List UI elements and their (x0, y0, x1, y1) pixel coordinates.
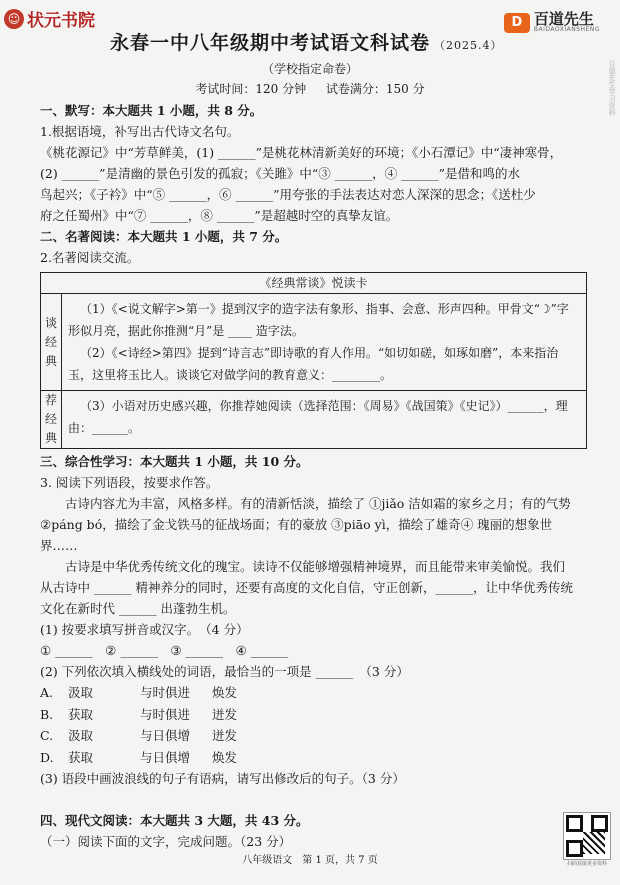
page-title (110, 28, 503, 55)
exam-info (0, 80, 620, 97)
exam-time: 考试时间：120 分钟 (195, 82, 307, 96)
reading-card (40, 272, 587, 449)
side-watermark-text: 百道先生学习资料 (608, 60, 616, 116)
sub-question-2: (2) 下列依次填入横线处的词语，最恰当的一项是 ______ （3 分） (40, 664, 409, 679)
card-row-talk (41, 294, 586, 391)
section1-heading: 一、默写：本大题共 1 小题，共 8 分。 (40, 103, 263, 118)
zhuangyuan-logo (4, 6, 95, 31)
passage-line3: 古诗是中华优秀传统文化的瑰宝。读诗不仅能够增强精神境界，而且能带来审美愉悦。我们 (65, 559, 566, 574)
card-label-talk: 谈 经 典 (41, 294, 62, 390)
choice-options (40, 682, 580, 768)
passage-line5: 文化在新时代 ______ 出蓬勃生机。 (40, 601, 236, 616)
card-row-recommend (41, 391, 586, 448)
option-a: A. 汲取 与时俱进 焕发 (40, 685, 238, 700)
section4-heading: 四、现代文阅读：本大题共 3 大题，共 43 分。 (40, 813, 309, 828)
card-item-1: （1）《<说文解字>第一》提到汉字的造字法有象形、指事、会意、形声四种。甲骨文“☽”字形似月亮，据此你推测“月”是 ____ 造字法。 (68, 302, 569, 338)
q1-line1: 《桃花源记》中“芳草鲜美，(1) ______”是桃花林清新美好的环境；《小石潭记》中“凄神寒骨， (40, 145, 563, 160)
q1-line2: (2) ______”是清幽的景色引发的孤寂；《关雎》中“③ ______，④ ______”是借和鸣的水 (40, 166, 521, 181)
card-item-2: （2）《<诗经>第四》提到“诗言志”即诗歌的育人作用。“如切如磋，如琢如磨”，本来指治玉，这里将玉比人。谈谈它对做学问的教育意义：________。 (68, 346, 559, 382)
paper-content (40, 100, 580, 852)
title-text: 永春一中八年级期中考试语文科试卷 (110, 32, 431, 54)
logo-right-en: BAIDAOXIANSHENG (533, 26, 600, 33)
subtitle: （学校指定命卷） (261, 62, 358, 76)
question3: 3. 阅读下列语段，按要求作答。 (40, 475, 219, 490)
card-item-3: （3）小语对历史感兴趣，你推荐她阅读（选择范围：《周易》《战国策》《史记》）______，理由：______。 (68, 399, 568, 435)
option-b: B. 获取 与时俱进 迸发 (40, 706, 238, 722)
logo-right-name: 百道先生 (533, 10, 594, 28)
section2-heading: 二、名著阅读：本大题共 1 小题，共 7 分。 (40, 229, 288, 244)
sub-question-3: (3) 语段中画波浪线的句子有语病，请写出修改后的句子。（3 分） (40, 771, 405, 786)
card-label-recommend: 荐 经 典 (41, 391, 62, 448)
option-d: D. 获取 与日俱增 焕发 (40, 749, 238, 765)
baidao-mark-icon: D (504, 13, 530, 33)
passage-line2: ②páng bó，描绘了金戈铁马的征战场面；有的豪放 ③piāo yì，描绘了雄奇④ 瑰丽的想象世界…… (40, 517, 553, 553)
qr-caption: 扫码获取更多资料 (566, 861, 607, 867)
passage-line1: 古诗内容尤为丰富，风格多样。有的清新恬淡，描绘了 ①jiǎo 洁如霜的家乡之月；有的气势 (65, 496, 571, 511)
question2: 2.名著阅读交流。 (40, 250, 140, 265)
section4-sub: （一）阅读下面的文字，完成问题。（23 分） (40, 834, 292, 849)
scholar-icon: ☺ (4, 9, 24, 29)
q1-line4: 府之任蜀州》中“⑦ ______，⑧ ______”是超越时空的真挚友谊。 (40, 208, 399, 223)
question1: 1.根据语境，补写出古代诗文名句。 (40, 124, 240, 139)
spacer (40, 789, 580, 810)
option-c: C. 汲取 与日俱增 迸发 (40, 728, 238, 743)
logo-left-text: 状元书院 (27, 11, 95, 31)
sub1-blanks: ① ______ ② ______ ③ ______ ④ ______ (40, 643, 289, 658)
q1-line3: 鸟起兴；《子衿》中“⑤ ______，⑥ ______”用夸张的手法表达对恋人深深的思念；《送杜少 (40, 187, 536, 202)
baidao-logo (504, 12, 600, 33)
section3-heading: 三、综合性学习：本大题共 1 小题，共 10 分。 (40, 454, 309, 469)
full-score: 试卷满分：150 分 (325, 82, 425, 96)
card-title: 《经典常谈》悦读卡 (41, 273, 586, 294)
passage-line4: 从古诗中 ______ 精神养分的同时，还要有高度的文化自信，守正创新，______，让中华优秀传统 (40, 580, 573, 595)
exam-date: （2025.4） (434, 39, 503, 52)
page-footer: 八年级语文 第 1 页，共 7 页 (242, 855, 378, 866)
sub-question-1: (1) 按要求填写拼音或汉字。 （4 分） (40, 622, 249, 637)
